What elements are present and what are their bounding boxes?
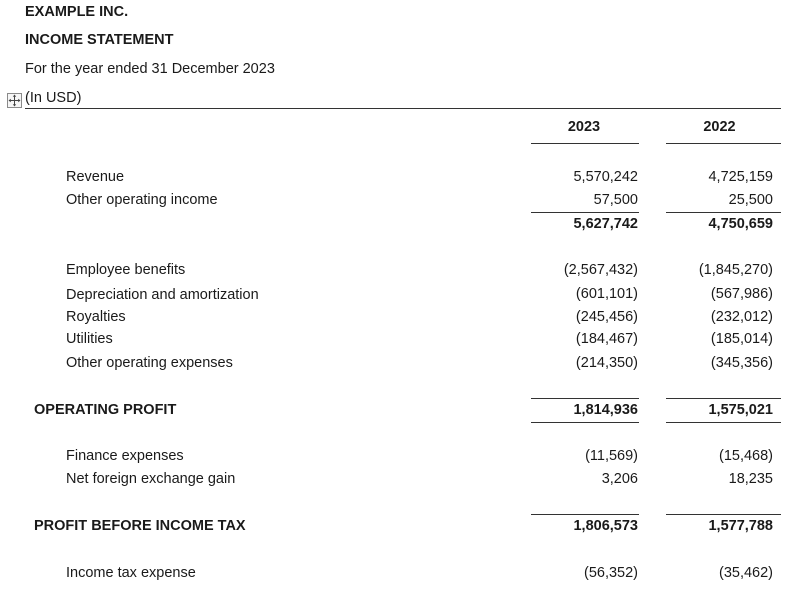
value-2023: 57,500	[593, 192, 638, 208]
value-2022: (232,012)	[710, 309, 773, 325]
subtotal-rule-2023	[531, 212, 639, 213]
company-name: EXAMPLE INC.	[25, 4, 129, 20]
op-profit-rule-top-2022	[666, 398, 781, 399]
row-label: Depreciation and amortization	[66, 287, 259, 303]
statement-title: INCOME STATEMENT	[25, 32, 174, 48]
currency-note: (In USD)	[25, 90, 82, 106]
value-2023: (11,569)	[585, 448, 638, 464]
value-2022: 18,235	[728, 471, 773, 487]
table-move-handle[interactable]	[7, 93, 22, 108]
profit-before-tax-2022: 1,577,788	[708, 518, 773, 534]
operating-profit-2023: 1,814,936	[573, 402, 638, 418]
row-label: Royalties	[66, 309, 126, 325]
column-header-2022: 2022	[703, 119, 736, 135]
value-2023: (245,456)	[575, 309, 638, 325]
header-rule-2023	[531, 143, 639, 144]
op-profit-rule-bottom-2022	[666, 422, 781, 423]
row-label: Net foreign exchange gain	[66, 471, 236, 487]
value-2023: (184,467)	[575, 331, 638, 347]
profit-before-tax-2023: 1,806,573	[573, 518, 638, 534]
column-header-2023: 2023	[567, 119, 601, 135]
value-2022: (345,356)	[710, 355, 773, 371]
row-label: Other operating expenses	[66, 355, 233, 371]
row-label: Finance expenses	[66, 448, 184, 464]
header-rule-2022	[666, 143, 781, 144]
value-2023: (214,350)	[575, 355, 638, 371]
table-top-rule	[25, 108, 781, 109]
value-2022: (185,014)	[710, 331, 773, 347]
value-2022: (35,462)	[718, 565, 773, 581]
value-2022: (15,468)	[718, 448, 773, 464]
op-profit-rule-bottom-2023	[531, 422, 639, 423]
value-2022: (1,845,270)	[698, 262, 773, 278]
profit-before-tax-label: PROFIT BEFORE INCOME TAX	[34, 518, 246, 534]
row-label: Income tax expense	[66, 565, 196, 581]
value-2023: 5,570,242	[573, 169, 638, 185]
value-2022: (567,986)	[710, 286, 773, 302]
value-2023: 3,206	[601, 471, 638, 487]
revenue-subtotal-2023: 5,627,742	[573, 216, 638, 232]
pbt-rule-2023	[531, 514, 639, 515]
value-2022: 25,500	[728, 192, 773, 208]
row-label: Employee benefits	[66, 262, 186, 278]
operating-profit-label: OPERATING PROFIT	[34, 402, 177, 418]
move-handle-icon	[8, 94, 21, 107]
subtotal-rule-2022	[666, 212, 781, 213]
operating-profit-2022: 1,575,021	[708, 402, 773, 418]
value-2023: (2,567,432)	[563, 262, 638, 278]
op-profit-rule-top-2023	[531, 398, 639, 399]
revenue-subtotal-2022: 4,750,659	[708, 216, 773, 232]
value-2022: 4,725,159	[708, 169, 773, 185]
value-2023: (56,352)	[583, 565, 638, 581]
pbt-rule-2022	[666, 514, 781, 515]
row-label: Revenue	[66, 169, 125, 185]
row-label: Utilities	[66, 331, 113, 347]
row-label: Other operating income	[66, 192, 218, 208]
period-text: For the year ended 31 December 2023	[25, 61, 275, 77]
value-2023: (601,101)	[575, 286, 638, 302]
